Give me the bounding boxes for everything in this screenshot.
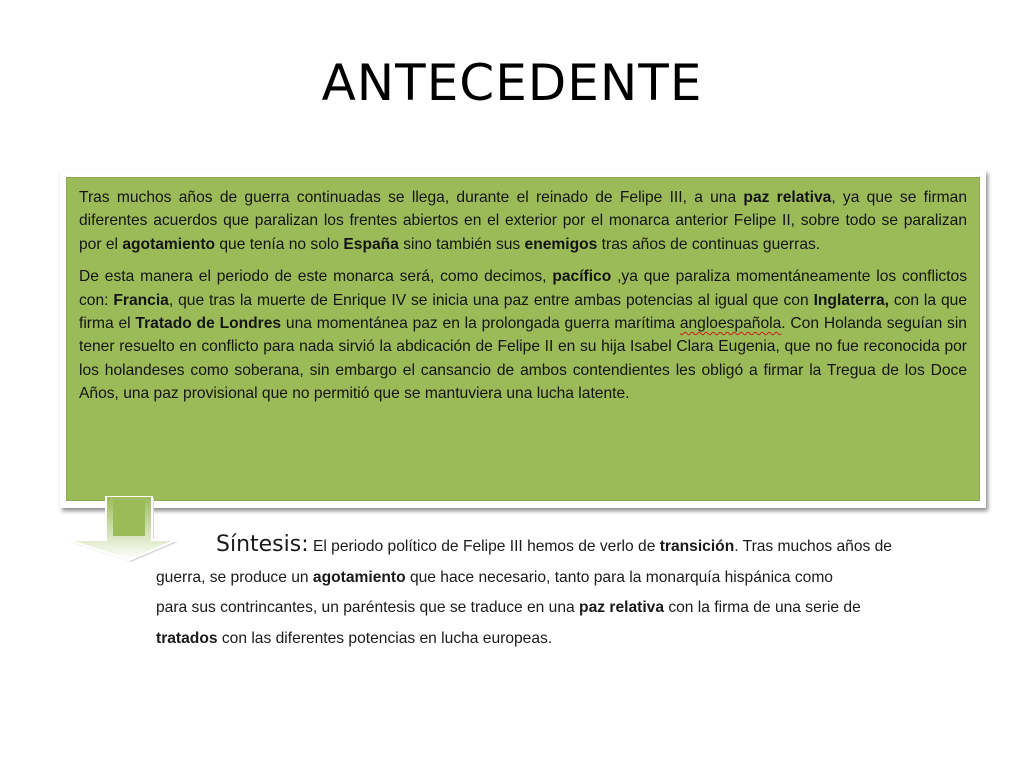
bold-text: paz relativa <box>743 189 832 206</box>
text-run: para sus contrincantes, un paréntesis que se traduce en una <box>156 599 580 616</box>
bold-text: agotamiento <box>122 235 216 253</box>
context-text-box <box>66 177 980 501</box>
text-run: De esta manera el periodo de este monarca será, como decimos, <box>79 268 553 286</box>
bold-text: España <box>343 235 399 253</box>
synthesis-line <box>156 593 956 624</box>
text-run: una momentánea paz en la prolongada guerra marítima <box>281 315 680 333</box>
bold-text: Tratado de Londres <box>135 315 282 333</box>
text-run: que tenía no solo <box>215 235 344 253</box>
bold-text: transición <box>659 538 735 555</box>
text-run: con las diferentes potencias en lucha europeas. <box>217 629 553 647</box>
text-run: , ya que se firman diferentes acuerdos que paralizan los frentes abiertos en el exterior por el monarca anterior Felipe II, sobre todo se paralizan por el <box>79 189 967 253</box>
paragraph-2 <box>79 265 967 405</box>
slide-title: ANTECEDENTE <box>321 54 703 112</box>
paragraph-1 <box>79 186 967 256</box>
synthesis-heading: Síntesis: <box>216 532 309 557</box>
synthesis-line <box>156 530 956 563</box>
bold-text: enemigos <box>524 235 598 253</box>
text-run: ,ya que paraliza momentáneamente los conflictos con: <box>79 268 968 309</box>
text-run: . Tras muchos años de <box>734 538 892 555</box>
text-run: que hace necesario, tanto para la monarquía hispánica como <box>405 568 833 586</box>
spellcheck-word: angloespañola <box>679 315 782 333</box>
text-run: con la firma de una serie de <box>664 599 861 616</box>
bold-text: pacífico <box>552 268 612 286</box>
text-run: guerra, se produce un <box>156 568 313 586</box>
text-run: , que tras la muerte de Enrique IV se inicia una paz entre ambas potencias al igual que con <box>168 291 814 309</box>
text-run: tras años de continuas guerras. <box>597 235 821 253</box>
bold-text: agotamiento <box>312 568 406 586</box>
bold-text: Francia <box>113 291 169 309</box>
bold-text: tratados <box>156 629 218 647</box>
text-run: El periodo político de Felipe III hemos de verlo de <box>308 538 660 555</box>
text-run: con la que firma el <box>79 291 968 333</box>
text-run: . Con Holanda seguían sin tener resuelto en conflicto para nada sirvió la abdicación de Felipe II en su hija Isabel Clara Eugenia, que no fue reconocida por los holandeses como soberana, sin embargo el cansancio de ambos contendientes les obligó a firmar la Tregua de los Doce Años, una paz provisional que no permitió que se mantuviera una lucha latente. <box>79 315 967 403</box>
text-run: sino también sus <box>398 235 525 253</box>
synthesis-line <box>156 624 956 655</box>
text-run: Tras muchos años de guerra continuadas se llega, durante el reinado de Felipe III, a una <box>79 189 744 206</box>
synthesis-line <box>156 563 956 594</box>
synthesis-section <box>156 530 956 654</box>
bold-text: paz relativa <box>579 599 664 616</box>
bold-text: Inglaterra, <box>813 291 889 309</box>
